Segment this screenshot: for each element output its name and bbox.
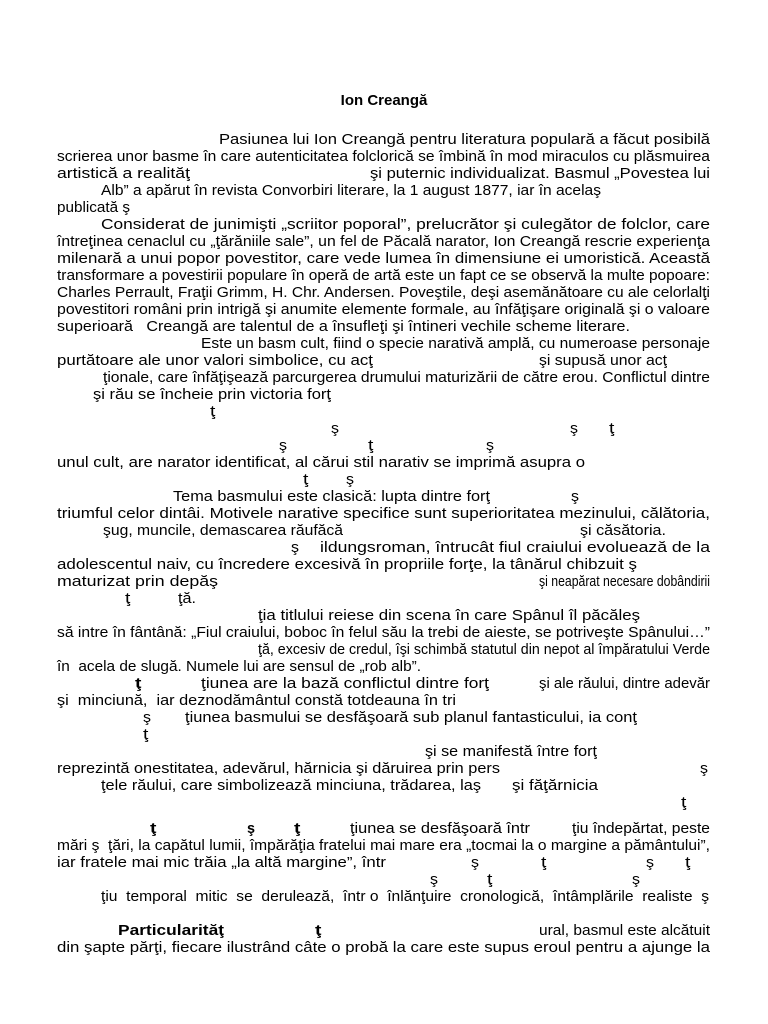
text-line: ţă. — [178, 591, 196, 607]
text-line: ţ — [609, 421, 615, 437]
text-line: ţ — [315, 923, 322, 939]
text-line: ş — [331, 421, 339, 437]
text-line: ţiunea are la bază conflictul dintre forţ — [201, 676, 490, 692]
text-line: ş — [143, 710, 151, 726]
text-line: Tema basmului este clasică: lupta dintre forţ — [173, 489, 490, 505]
text-line: şug, muncile, demascarea răufăcă — [103, 523, 344, 539]
text-line: ţiunea se desfăşoară într — [350, 821, 531, 837]
text-line: din şapte părţi, fiecare ilustrând câte o probă la care este supus eroul pentru a ajunge la — [57, 940, 710, 956]
text-line: Pasiunea lui Ion Creangă pentru literatura populară a făcut posibilă — [219, 132, 710, 148]
text-line: ţ — [125, 591, 131, 607]
text-line: ţ — [294, 821, 301, 837]
text-line: ţ — [487, 872, 493, 888]
text-line: şi căsătoria. — [580, 523, 666, 539]
text-line: ş — [571, 489, 579, 505]
text-line: ş — [471, 855, 479, 871]
text-line: ţ — [541, 855, 547, 871]
text-line: ţele răului, care simbolizează minciuna, trădarea, laş — [101, 778, 481, 794]
text-line: ş — [646, 855, 654, 871]
text-line: şi puternic individualizat. Basmul „Povestea lui — [370, 166, 711, 182]
text-line: şi făţărnicia — [512, 778, 599, 794]
text-line: ţiunea basmului se desfăşoară sub planul fantasticului, ia conţ — [185, 710, 637, 726]
text-line: ţ — [143, 727, 149, 743]
text-line: ţ — [135, 676, 142, 692]
text-line: triumful celor dintâi. Motivele narative specifice sunt superioritatea mezinului, călătoria, — [57, 506, 711, 522]
text-line: purtătoare ale unor valori simbolice, cu acţ — [57, 353, 373, 369]
text-line: ş — [291, 540, 299, 556]
text-line: Considerat de junimişti „scriitor poporal”, prelucrător şi culegător de folclor, care — [101, 217, 711, 233]
text-line: ţiu îndepărtat, peste — [572, 821, 711, 837]
text-line: ural, basmul este alcătuit — [539, 923, 710, 939]
text-line: ş — [247, 821, 256, 837]
text-line: să intre în fântână: „Fiul craiului, boboc în felul său la trebi de aieste, se potriveşte Spânului…” — [57, 625, 711, 641]
text-line: ţ — [210, 404, 216, 420]
text-line: şi rău se încheie prin victoria forţ — [93, 387, 332, 403]
text-line: mări ş ţări, la capătul lumii, împărăţia fratelui mai mare era „tocmai la o margine a pământului”, — [57, 838, 710, 854]
text-line: superioară Creangă are talentul de a însufleţi şi întineri vechile scheme literare. — [57, 319, 630, 335]
text-line: Alb” a apărut în revista Convorbiri literare, la 1 august 1877, iar în acelaş — [101, 183, 601, 199]
text-line: şi supusă unor acţ — [539, 353, 668, 369]
text-line: Charles Perrault, Fraţii Grimm, H. Chr. Andersen. Poveştile, deşi asemănătoare cu ale celorlalţi — [57, 285, 710, 301]
text-line: milenară a unui popor povestitor, care vede lumea în dimensiune ei umoristică. Această — [57, 251, 711, 267]
text-line: şi se manifestă între forţ — [425, 744, 597, 760]
text-line: ţ — [150, 821, 157, 837]
text-line: ş — [430, 872, 438, 888]
text-line: ş — [486, 438, 494, 454]
text-line: ş — [279, 438, 287, 454]
text-line: ţiu temporal mitic se derulează, într o înlănţuire cronologică, întâmplările realiste ş — [101, 889, 710, 905]
text-line: unul cult, are narator identificat, al cărui stil narativ se imprimă asupra o — [57, 455, 586, 471]
text-line: ildungsroman, întrucât fiul craiului evoluează de la — [320, 540, 710, 556]
document-title: Ion Creangă — [340, 92, 428, 109]
text-line: reprezintă onestitatea, adevărul, hărnicia şi dăruirea prin pers — [57, 761, 500, 777]
text-line: ţ — [685, 855, 691, 871]
text-line: Particularităţ — [118, 923, 224, 939]
text-line: ş — [700, 761, 708, 777]
text-line: şi minciună, iar deznodământul constă totdeauna în tri — [57, 693, 456, 709]
text-line: publicată ş — [57, 200, 131, 216]
text-line: scrierea unor basme în care autenticitatea folclorică se îmbină în mod miraculos cu plăsmuirea — [57, 149, 710, 165]
text-line: ţia titlului reiese din scena în care Spânul îl păcăleş — [258, 608, 640, 624]
text-line: ţă, excesiv de credul, îşi schimbă statutul din nepot al împăratului Verde — [258, 642, 711, 658]
text-line: iar fratele mai mic trăia „la altă margine”, într — [57, 855, 386, 871]
text-line: ş — [570, 421, 578, 437]
text-line: ţ — [303, 472, 309, 488]
text-line: maturizat prin depăş — [57, 574, 218, 590]
text-line: ţionale, care înfăţişează parcurgerea drumului maturizării de către erou. Conflictul dintre — [103, 370, 710, 386]
text-line: şi neapărat necesare dobândirii — [539, 574, 710, 590]
text-line: artistică a realităţ — [57, 166, 191, 182]
text-line: în acela de slugă. Numele lui are sensul de „rob alb”. — [57, 659, 422, 675]
text-line: Este un basm cult, fiind o specie narativă amplă, cu numeroase personaje — [201, 336, 711, 352]
text-line: întreţinea cenaclul cu „ţărăniile sale”, un fel de Păcală narator, Ion Creangă rescrie experienţa — [57, 234, 711, 250]
text-line: ţ — [681, 795, 687, 811]
text-line: ş — [346, 472, 354, 488]
text-line: transformare a povestirii populare în operă de artă este un fapt ce se observă la multe popoare: — [57, 268, 710, 284]
text-line: ţ — [368, 438, 374, 454]
text-line: povestitori români prin intrigă şi anumite elemente formale, au înfăţişare originală şi o valoare — [57, 302, 710, 318]
text-line: adolescentul naiv, cu încredere excesivă în propriile forţe, la tânărul chibzuit ş — [57, 557, 637, 573]
text-line: ş — [632, 872, 640, 888]
text-line: şi ale răului, dintre adevăr — [539, 676, 711, 692]
